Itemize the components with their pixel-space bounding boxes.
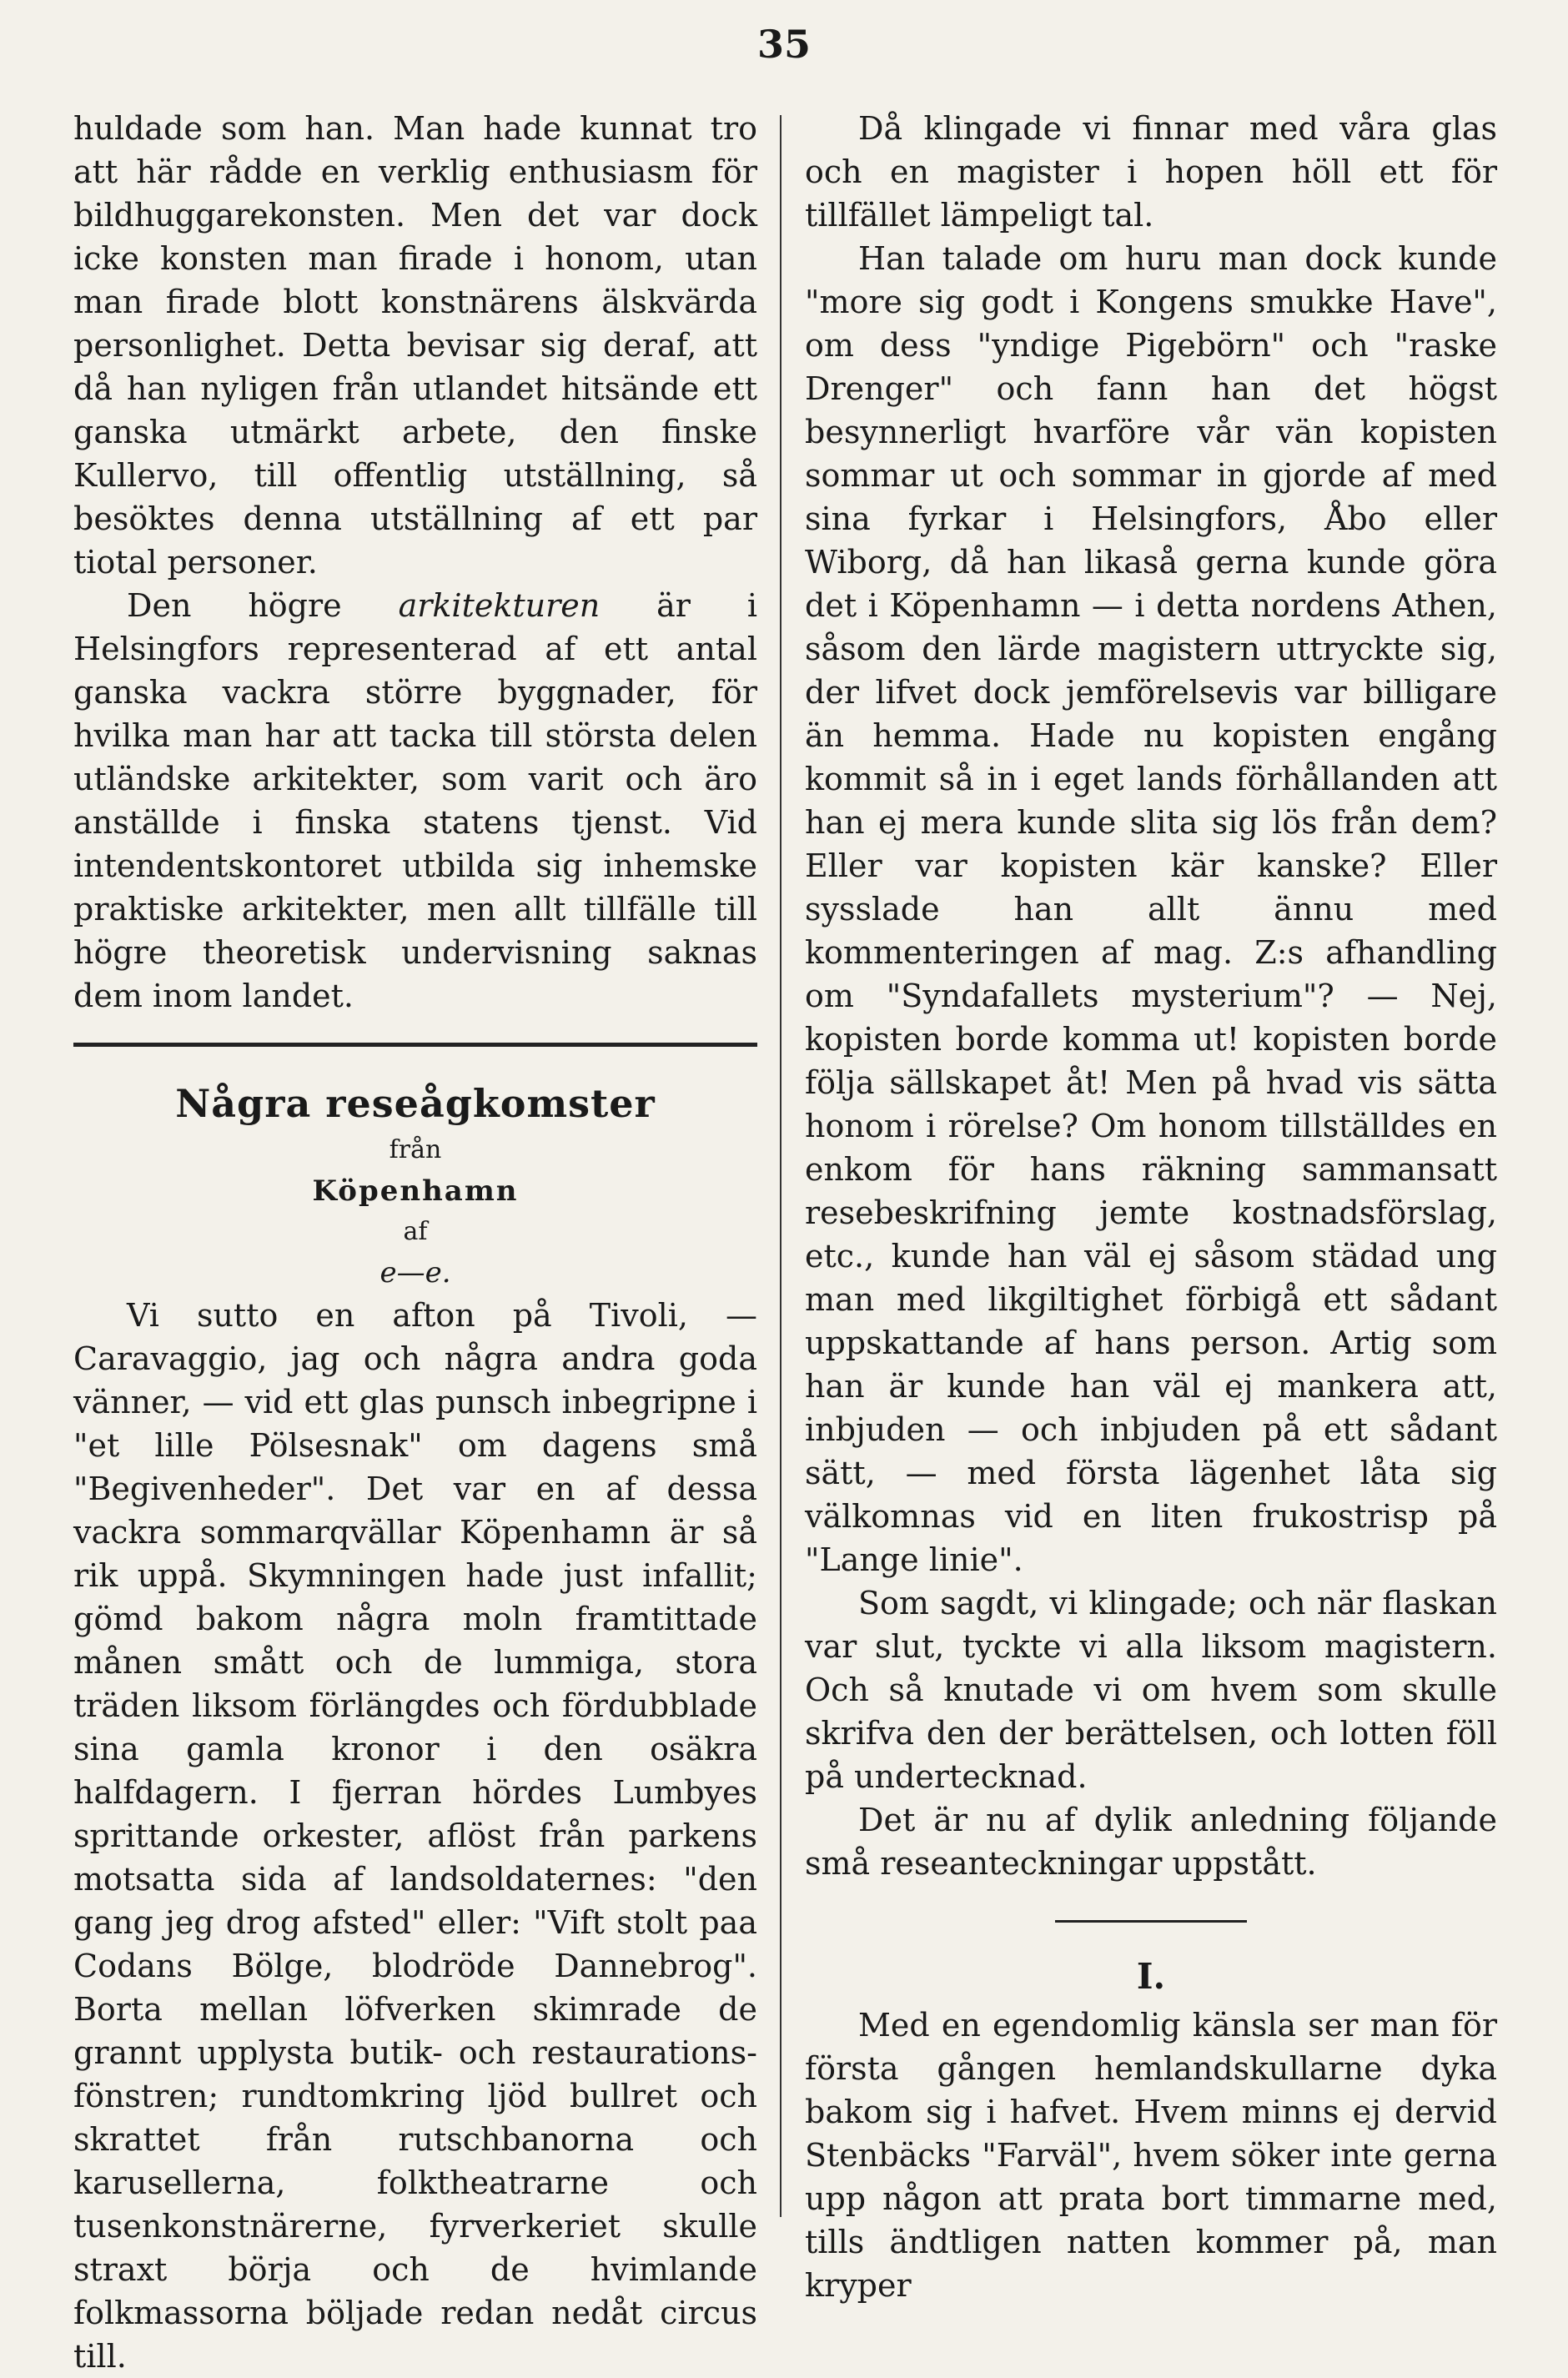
section-divider [73, 1043, 757, 1047]
article-heading [73, 1077, 757, 1294]
right-paragraph-1: Då klingade vi finnar med våra glas och en magister i hopen höll ett för tillfället lämpeligt tal. [805, 110, 1497, 234]
right-paragraph-4: Det är nu af dylik anledning följande små reseanteckningar uppstått. [805, 1802, 1497, 1882]
column-divider [780, 115, 781, 2217]
right-column [805, 107, 1497, 2307]
left-paragraph-2-rest: är i Helsingfors representerad af ett antal ganska vackra större byggnader, för hvilka man har att tacka till största delen utländske arkitekter, som varit och äro anställde i finska statens tjenst. Vid intendentskontoret utbilda sig inhemske praktiske arkitekter, men allt tillfälle till högre theoretisk undervisning saknas dem inom landet. [73, 587, 757, 1014]
article-byline-af: af [403, 1217, 428, 1246]
right-paragraph-3: Som sagdt, vi klingade; och när flaskan var slut, tyckte vi alla liksom magistern. Och så knutade vi om hvem som skulle skrifva den der berättelsen, och lotten föll på undertecknad. [805, 1585, 1497, 1795]
article-title-from: från [389, 1135, 442, 1164]
left-paragraph-2-start: Den högre [127, 587, 342, 624]
right-paragraph-5: Med en egendomlig känsla ser man för första gången hemlandskullarne dyka bakom sig i hafvet. Hvem minns ej dervid Stenbäcks "Farväl", hvem söker inte gerna upp någon att prata bort timmarne med, tills ändtligen natten kommer på, man kryper [805, 2007, 1497, 2304]
architecture-emphasis: arkitekturen [398, 587, 601, 624]
left-paragraph-1: huldade som han. Man hade kunnat tro att här rådde en verklig enthusiasm för bildhuggarekonsten. Men det var dock icke konsten man firade i honom, utan man firade blott konstnärens älskvärda personlighet. Detta bevisar sig deraf, att då han nyligen från utlandet hitsände ett ganska utmärkt arbete, den finske Kullervo, till offentlig utställning, så besöktes denna utställning af ett par tiotal personer. [73, 110, 757, 581]
article-title-city: Köpenhamn [312, 1174, 519, 1208]
left-paragraph-2 [73, 584, 757, 1018]
article-title: Några reseågkomster [175, 1081, 656, 1126]
left-paragraph-3: Vi sutto en afton på Tivoli, — Caravaggio, jag och några andra goda vänner, — vid ett glas punsch inbegripne i "et lille Pölsesnak" om dagens små "Begivenheder". Det var en af dessa vackra sommarqvällar Köpenhamn är så rik uppå. Skymningen hade just infallit; gömd bakom några moln framtittade månen smått och de lummiga, stora träden liksom förlängdes och fördubblade sina gamla kronor i den osäkra halfdagern. I fjerran hördes Lumbyes sprittande orkester, aflöst från parkens motsatta sida af landsoldaternes: "den gang jeg drog afsted" eller: "Vift stolt paa Codans Bölge, blodröde Dannebrog". Borta mellan löfverken skimrade de grannt upplysta butik- och restaurations-fönstren; rundtomkring ljöd bullret och skrattet från rutschbanorna och karusellerna, folktheatrarne och tusenkonstnärerne, fyrverkeriet skulle straxt börja och de hvimlande folkmassorna böljade redan nedåt circus till. [73, 1297, 757, 2375]
right-paragraph-2: Han talade om huru man dock kunde "more sig godt i Kongens smukke Have", om dess "yndige Pigebörn" och "raske Drenger" och fann han det högst besynnerligt hvarföre vår vän kopisten sommar ut och sommar in gjorde af med sina fyrkar i Helsingfors, Åbo eller Wiborg, då han likaså gerna kunde göra det i Köpenhamn — i detta nordens Athen, såsom den lärde magistern uttryckte sig, der lifvet dock jemförelsevis var billigare än hemma. Hade nu kopisten engång kommit så in i eget lands förhållanden att han ej mera kunde slita sig lös från dem? Eller var kopisten kär kanske? Eller sysslade han allt ännu med kommenteringen af mag. Z:s afhandling om "Syndafallets mysterium"? — Nej, kopisten borde komma ut! kopisten borde följa sällskapet åt! Men på hvad vis sätta honom i rörelse? Om honom tillställdes en enkom för hans räkning sammansatt resebeskrifning jemte kostnadsförslag, etc., kunde han väl ej såsom städad ung man med likgiltighet förbigå ett sådant uppskattande af hans person. Artig som han är kunde han väl ej mankera att, inbjuden — och inbjuden på ett sådant sätt, — med första lägenhet låta sig välkomnas vid en liten frukostrisp på "Lange linie". [805, 240, 1497, 1578]
chapter-number: I. [1136, 1956, 1166, 1997]
page-number: 35 [756, 22, 811, 67]
chapter-divider [1055, 1920, 1247, 1923]
left-column [73, 107, 757, 2378]
article-author: e—e. [379, 1256, 451, 1290]
